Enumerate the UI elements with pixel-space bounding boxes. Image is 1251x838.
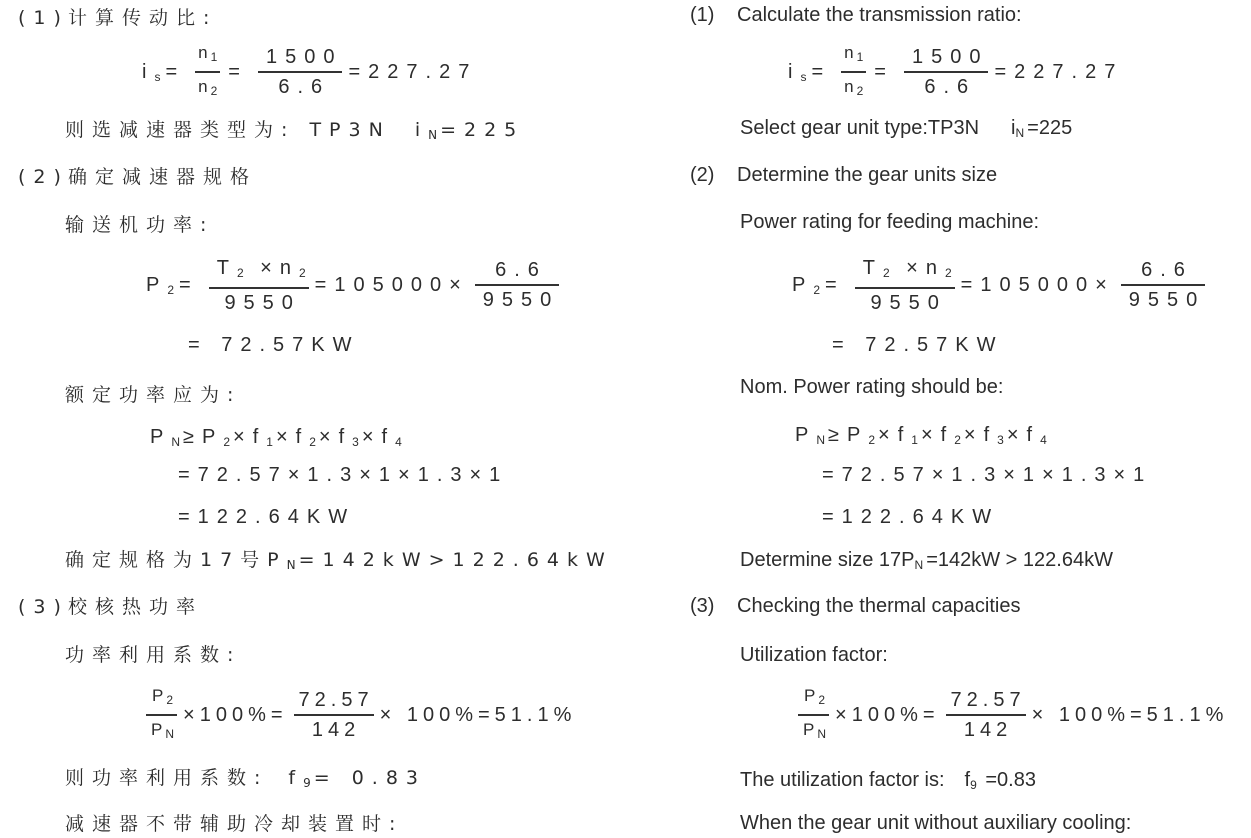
p-symbol: P [792, 273, 814, 296]
size-text: Determine size 17P [740, 549, 915, 571]
factor-value: =0.83 [979, 769, 1036, 791]
term-base: ×f [275, 426, 310, 448]
selection-text: 则选减速器类型为: TP3N [65, 119, 391, 141]
equals-sign: = [811, 60, 832, 83]
i-subscript: s [154, 69, 164, 84]
speed-fraction [1121, 258, 1206, 312]
utilization-text: 则功率利用系数: [65, 767, 269, 789]
torque-fraction [209, 256, 309, 315]
power-result: = 72.57KW [188, 334, 360, 356]
n-subscript: 2 [298, 265, 309, 280]
ratio-value: =225 [440, 119, 525, 141]
fraction-numerator [841, 41, 866, 69]
term-subscript: 3 [352, 435, 362, 449]
p-subscript: 2 [166, 693, 177, 707]
equals-sign: = [874, 60, 894, 83]
p-subscript: N [817, 727, 830, 741]
t-subscript: 2 [236, 265, 247, 280]
ratio-symbol: i [1011, 117, 1016, 139]
n-subscript: 1 [856, 50, 867, 64]
term-subscript: 2 [868, 433, 879, 447]
size-subscript: N [914, 558, 927, 572]
thermal-result: × 100%=51.1% [379, 703, 577, 726]
value-fraction [946, 688, 1026, 742]
fraction-bar [855, 287, 955, 289]
equals-sign: = [165, 60, 186, 83]
fraction-bar [195, 71, 220, 73]
i-symbol: i [142, 60, 155, 83]
power-multiplier: =105000× [960, 273, 1115, 296]
term-base: P [795, 424, 817, 446]
f-subscript: 9 [303, 776, 314, 790]
speed-fraction [475, 258, 560, 312]
fraction-denominator [195, 75, 220, 103]
t-symbol: T [862, 256, 883, 279]
p-symbol: P [803, 686, 819, 705]
section-2-title: Determine the gear units size [737, 164, 998, 186]
ratio-result: =227.27 [994, 60, 1124, 83]
size-determination [65, 548, 613, 577]
term-subscript: 1 [911, 433, 921, 447]
value-fraction [294, 688, 374, 742]
term-subscript: 3 [997, 433, 1007, 447]
term-subscript: 1 [266, 435, 276, 449]
p2-symbol [792, 274, 823, 297]
utilization-label: Utilization factor: [740, 644, 888, 666]
section-2-number: (2) [18, 166, 69, 188]
n-symbol: n [198, 43, 211, 62]
fraction-bar [146, 714, 177, 716]
times-n: ×n [892, 256, 945, 279]
term-subscript: 4 [395, 435, 405, 449]
factor-f9 [288, 767, 426, 789]
n-subscript: 2 [210, 84, 221, 98]
utilization-factor-value [65, 766, 426, 795]
fraction-bar [209, 287, 309, 289]
value-fraction [904, 45, 989, 99]
fraction-denominator: 6.6 [924, 76, 977, 98]
i-subscript: s [800, 69, 810, 84]
power-ratio-fraction [146, 684, 177, 746]
fraction-numerator: 6.6 [1141, 259, 1193, 281]
term-subscript: 2 [954, 433, 964, 447]
nominal-rating-label: Nom. Power rating should be: [740, 376, 1004, 398]
nominal-ratio [1011, 117, 1072, 139]
power-result: = 72.57KW [832, 334, 1004, 356]
p-symbol: P [151, 686, 167, 705]
term-subscript: N [816, 433, 829, 447]
rating-substitution: =72.57×1.3×1×1.3×1 [178, 464, 509, 486]
fraction-denominator: 9550 [224, 291, 301, 314]
term-base: ≥P [828, 424, 869, 446]
term-base: ×f [878, 424, 912, 446]
cooling-condition: 减速器不带辅助冷却装置时: [65, 813, 404, 835]
p-subscript: 2 [818, 693, 829, 707]
thermal-formula [792, 685, 1228, 745]
fraction-bar [798, 714, 829, 716]
equals-sign: = [825, 273, 845, 296]
fraction-denominator: 9550 [1128, 289, 1206, 311]
utilization-text: The utilization factor is: [740, 769, 945, 791]
term-base: ≥P [183, 426, 224, 448]
t-subscript: 2 [882, 265, 893, 280]
percent-multiplier: ×100%= [183, 703, 288, 726]
fraction-denominator: 9550 [482, 289, 560, 311]
fraction-numerator [147, 684, 176, 712]
term-subscript: 2 [309, 435, 319, 449]
utilization-factor-value [740, 768, 1036, 797]
term-base: ×f [963, 424, 998, 446]
fraction-numerator [855, 256, 955, 285]
n-subscript: 2 [944, 265, 955, 280]
size-text: 确定规格为17号P [65, 549, 287, 571]
ratio-subscript: N [1015, 126, 1028, 140]
fraction-denominator: 142 [963, 719, 1013, 741]
fraction-denominator [146, 718, 177, 746]
gear-unit-selection [65, 118, 524, 147]
nominal-ratio [415, 119, 524, 141]
p-subscript: 2 [167, 282, 178, 297]
term-base: ×f [1006, 424, 1041, 446]
term-base: ×f [920, 424, 955, 446]
p-subscript: N [165, 727, 178, 741]
n-subscript: 2 [856, 84, 867, 98]
term-subscript: N [171, 435, 184, 449]
nominal-rating-label: 额定功率应为: [65, 384, 242, 406]
section-1-title: 计算传动比: [68, 7, 218, 29]
size-determination [740, 548, 1113, 577]
fraction-bar [258, 71, 343, 73]
fraction-bar [904, 71, 989, 73]
section-3-title: Checking the thermal capacities [737, 595, 1021, 617]
fraction-numerator [209, 256, 309, 285]
section-3-number: (3) [18, 596, 69, 618]
p-symbol: P [803, 720, 818, 739]
fraction-denominator [798, 718, 829, 746]
section-3-number: (3) [690, 595, 715, 617]
fraction-denominator: 6.6 [278, 76, 331, 98]
rating-substitution: =72.57×1.3×1×1.3×1 [822, 464, 1153, 486]
fraction-numerator [195, 41, 220, 69]
ratio-result: =227.27 [348, 60, 478, 83]
fraction-bar [475, 284, 560, 286]
section-3-title: 校核热功率 [68, 596, 204, 618]
equals-sign: = [228, 60, 248, 83]
ratio-subscript: N [428, 128, 441, 142]
fraction-numerator: 1500 [911, 46, 989, 68]
term-subscript: 2 [223, 435, 234, 449]
t-symbol: T [216, 256, 237, 279]
fraction-denominator [841, 75, 866, 103]
power-ratio-fraction [798, 684, 829, 746]
ratio-formula [142, 42, 477, 102]
ratio-symbol [788, 61, 809, 84]
fraction-bar [946, 714, 1026, 716]
feed-power-label: Power rating for feeding machine: [740, 211, 1040, 233]
factor-f9 [965, 769, 1036, 791]
n-symbol: n [844, 77, 857, 96]
speed-fraction [195, 41, 220, 103]
term-base: ×f [233, 426, 267, 448]
times-n: ×n [246, 256, 299, 279]
term-base: ×f [318, 426, 353, 448]
fraction-numerator: 72.57 [950, 689, 1026, 711]
speed-fraction [841, 41, 866, 103]
p2-symbol [146, 274, 177, 297]
section-2-number: (2) [690, 164, 715, 186]
size-subscript: N [286, 558, 299, 572]
size-rest: =142kW>122.64kW [298, 549, 613, 571]
size-rest: =142kW > 122.64kW [926, 549, 1113, 571]
section-1-number: (1) [690, 4, 715, 26]
p-subscript: 2 [813, 282, 824, 297]
fraction-denominator: 9550 [870, 291, 947, 314]
f-subscript: 9 [970, 778, 980, 792]
utilization-label: 功率利用系数: [65, 644, 242, 666]
percent-multiplier: ×100%= [835, 703, 940, 726]
fraction-numerator: 6.6 [495, 259, 547, 281]
ratio-symbol: i [414, 119, 429, 141]
fraction-denominator: 142 [311, 719, 361, 741]
fraction-bar [841, 71, 866, 73]
fraction-bar [294, 714, 374, 716]
n-subscript: 1 [210, 50, 221, 64]
n-symbol: n [844, 43, 857, 62]
p-symbol: P [151, 720, 166, 739]
ratio-formula [788, 42, 1123, 102]
fraction-bar [1121, 284, 1206, 286]
fraction-numerator: 1500 [265, 46, 343, 68]
torque-fraction [855, 256, 955, 315]
i-symbol: i [788, 60, 801, 83]
section-2-title: 确定减速器规格 [68, 166, 258, 188]
n-symbol: n [198, 77, 211, 96]
rating-inequality [150, 425, 405, 454]
term-base: ×f [361, 426, 396, 448]
power-formula [792, 255, 1211, 315]
gear-unit-selection [740, 116, 1072, 145]
selection-text: Select gear unit type:TP3N [740, 117, 980, 139]
f-symbol: f [288, 767, 304, 789]
cooling-condition: When the gear unit without auxiliary cooling: [740, 812, 1132, 834]
feed-power-label: 输送机功率: [65, 214, 215, 236]
power-multiplier: =105000× [314, 273, 469, 296]
section-1-title: Calculate the transmission ratio: [737, 4, 1022, 26]
value-fraction [258, 45, 343, 99]
factor-value: = 0.83 [313, 767, 427, 789]
fraction-numerator [799, 684, 828, 712]
p-symbol: P [146, 273, 168, 296]
equals-sign: = [179, 273, 199, 296]
rating-result: =122.64KW [822, 506, 1000, 528]
section-1-number: (1) [18, 7, 69, 29]
ratio-value: =225 [1027, 117, 1073, 139]
f-symbol: f [964, 769, 971, 791]
thermal-formula [140, 685, 576, 745]
rating-inequality [795, 423, 1050, 452]
power-formula [146, 255, 565, 315]
ratio-symbol [142, 61, 163, 84]
fraction-numerator: 72.57 [298, 689, 374, 711]
thermal-result: × 100%=51.1% [1031, 703, 1229, 726]
term-base: P [150, 426, 172, 448]
rating-result: =122.64KW [178, 506, 356, 528]
term-subscript: 4 [1040, 433, 1050, 447]
